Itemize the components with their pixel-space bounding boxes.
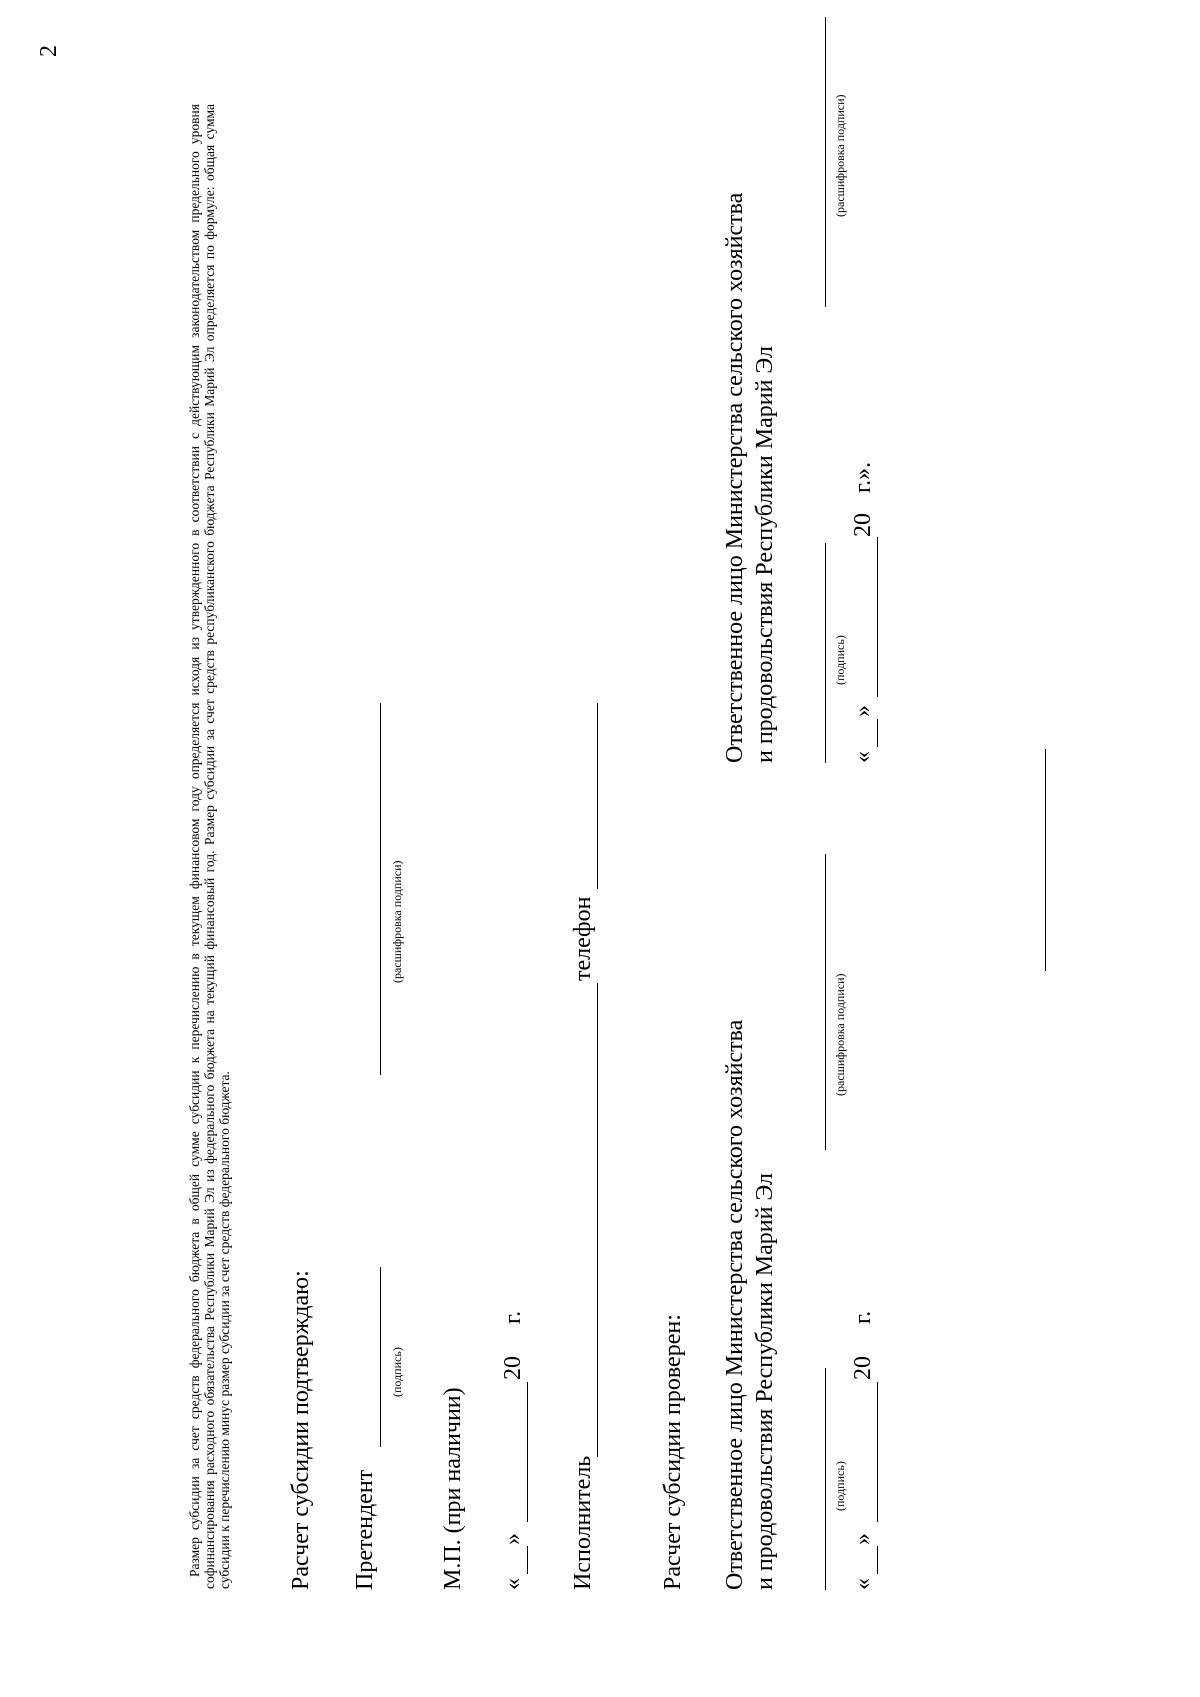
applicant-signature-caption: (подпись) xyxy=(390,1347,404,1397)
official2-date-open: « xyxy=(850,751,876,763)
checked-signature-line xyxy=(825,1368,826,1590)
confirm-date-day-line xyxy=(527,1546,528,1574)
official2-date-mid: » xyxy=(850,705,876,717)
executor-label: Исполнитель xyxy=(570,1455,596,1590)
confirm-year-prefix: 20 xyxy=(500,1356,526,1380)
phone-line xyxy=(597,703,598,889)
applicant-decoding-line xyxy=(380,703,381,1075)
applicant-signature-line xyxy=(380,1267,381,1447)
official2-signature-caption: (подпись) xyxy=(833,635,847,685)
confirm-date-mid: » xyxy=(500,1533,526,1545)
official2-year-suffix: г.». xyxy=(850,461,876,493)
official2-decoding-caption: (расшифровка подписи) xyxy=(833,94,847,217)
official2-year-prefix: 20 xyxy=(850,513,876,537)
checked-official-line1: Ответственное лицо Министерства сельского хозяйства xyxy=(722,1019,748,1590)
checked-date-mid: » xyxy=(850,1533,876,1545)
bottom-separator-line xyxy=(1045,749,1046,971)
executor-line xyxy=(597,983,598,1457)
confirm-heading: Расчет субсидии подтверждаю: xyxy=(288,1270,314,1590)
page-number: 2 xyxy=(36,45,62,57)
checked-date-month-line xyxy=(877,1382,878,1522)
official2-date-month-line xyxy=(877,537,878,697)
checked-year-prefix: 20 xyxy=(850,1356,876,1380)
applicant-decoding-caption: (расшифровка подписи) xyxy=(390,860,404,983)
checked-official-line2: и продовольствия Республики Марий Эл xyxy=(752,1173,778,1590)
official2-decoding-line xyxy=(825,17,826,307)
checked-decoding-caption: (расшифровка подписи) xyxy=(833,973,847,1096)
checked-date-day-line xyxy=(877,1546,878,1574)
intro-paragraph: Размер субсидии за счет средств федерального бюджета в общей сумме субсидии к перечислению в текущем финансовом году определяется исходя из утвержденного в соответствии с действующим законодательством предельного уровня софинансирования расходного обязательства Республики Марий Эл из федерального бюджета на текущий финансовый год. Размер субсидии за счет средств республиканского бюджета Республики Марий Эл определяется по формуле: общая сумма субсидии к перечислению минус размер субсидии за счет средств федерального бюджета. xyxy=(187,104,232,1589)
official2-signature-line xyxy=(825,543,826,763)
checked-signature-caption: (подпись) xyxy=(833,1461,847,1511)
official2-line2: и продовольствия Республики Марий Эл xyxy=(752,346,778,763)
phone-label: телефон xyxy=(570,896,596,981)
confirm-date-month-line xyxy=(527,1382,528,1522)
checked-decoding-line xyxy=(825,854,826,1150)
checked-year-suffix: г. xyxy=(850,1310,876,1324)
official2-line1: Ответственное лицо Министерства сельского хозяйства xyxy=(722,192,748,763)
checked-date-open: « xyxy=(850,1578,876,1590)
confirm-year-suffix: г. xyxy=(500,1310,526,1324)
checked-heading: Расчет субсидии проверен: xyxy=(660,1314,686,1590)
official2-date-day-line xyxy=(877,719,878,747)
applicant-label: Претендент xyxy=(352,1469,378,1590)
confirm-date-open: « xyxy=(500,1578,526,1590)
stamp-label: М.П. (при наличии) xyxy=(440,1387,466,1590)
